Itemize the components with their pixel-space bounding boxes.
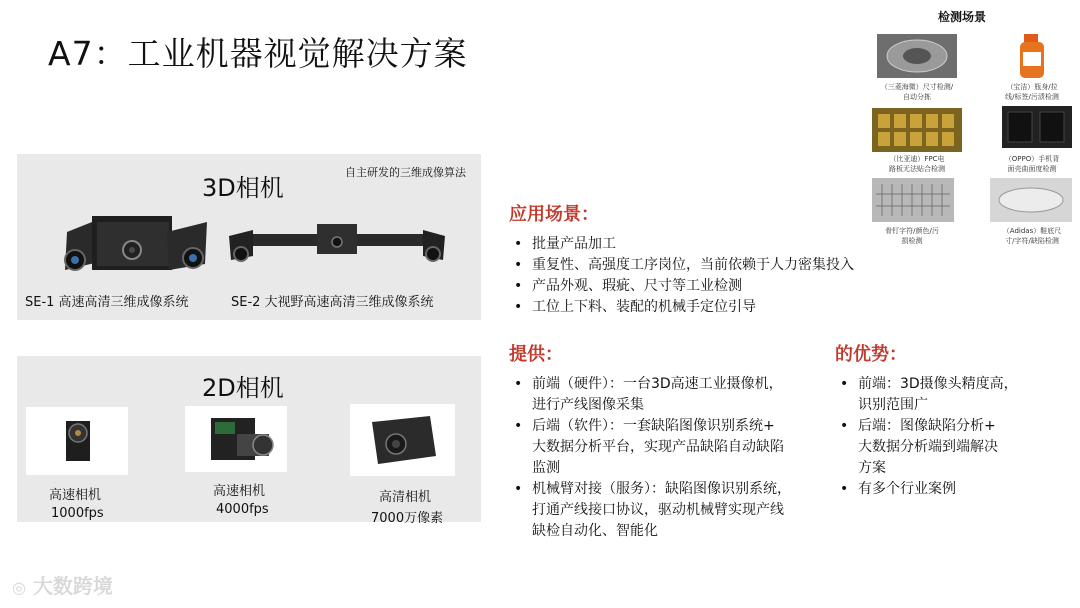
scene-image-oppo: [1002, 106, 1072, 148]
list-item: • 重复性、高强度工序岗位，当前依赖于人力密集投入: [506, 255, 926, 276]
camera-1000fps-label: 高速相机: [49, 488, 102, 503]
list-item: • 后端（软件）：一套缺陷图像识别系统+ 大数据分析平台，实现产品缺陷自动缺陷 监测: [506, 416, 836, 479]
se2-caption: SE-2 大视野高速高清三维成像系统: [231, 295, 434, 310]
camera-70mp-image: [350, 404, 455, 476]
scene-image-biyadi: [872, 108, 962, 152]
scene-caption-baojie: （宝洁）瓶身/拉 线/标签/污渍检测: [1005, 83, 1059, 101]
panel-3d-note: 自主研发的三维成像算法: [345, 166, 466, 179]
camera-1000fps-image: [26, 407, 128, 475]
se1-camera-image: [37, 192, 217, 282]
applications-heading: 应用场景：: [509, 204, 599, 225]
panel-2d-title: 2D相机: [202, 374, 284, 402]
provide-list: [506, 374, 836, 542]
scene-caption-sanling: （三菱海微）尺寸检测/ 自动分拣: [880, 83, 954, 101]
se2-camera-image: [227, 214, 447, 274]
se1-caption: SE-1 高速高清三维成像系统: [25, 295, 189, 310]
watermark-text: 大数跨境: [32, 574, 113, 598]
scene-caption-gudin: 骨钉字符/颜色/污 损检测: [885, 227, 939, 245]
list-item: • 前端（硬件）：一台3D高速工业摄像机， 进行产线图像采集: [506, 374, 836, 416]
list-item: • 机械臂对接（服务）：缺陷图像识别系统， 打通产线接口协议，驱动机械臂实现产线 缺检自动化、智能化: [506, 479, 836, 542]
page-title: A7：工业机器视觉解决方案: [48, 34, 468, 73]
panel-3d-camera: [17, 154, 481, 320]
camera-4000fps-image: [185, 406, 287, 472]
camera-4000fps-spec: 4000fps: [216, 502, 269, 517]
panel-2d-camera: [17, 356, 481, 526]
camera-70mp-label: 高清相机: [379, 490, 432, 505]
scene-image-gudin: [872, 178, 954, 222]
provide-heading: 提供：: [509, 344, 563, 365]
list-item: • 批量产品加工: [506, 234, 926, 255]
advantages-heading: 的优势：: [835, 344, 907, 365]
list-item: • 工位上下料、装配的机械手定位引导: [506, 297, 926, 318]
scene-image-adidas: [990, 178, 1072, 222]
advantages-list: [832, 374, 1062, 500]
scenes-title: 检测场景: [938, 10, 987, 24]
scene-caption-biyadi: （比亚迪）FPC电 路板无法贴合检测: [889, 155, 945, 173]
list-item: • 有多个行业案例: [832, 479, 1062, 500]
scene-caption-adidas: （Adidas）鞋底尺 寸/字符/缺陷检测: [1002, 227, 1062, 245]
applications-list: [506, 234, 926, 318]
scene-caption-oppo: （OPPO）手机背 面壳曲面度检测: [1004, 155, 1060, 173]
panel-3d-title: 3D相机: [202, 174, 284, 202]
camera-70mp-spec: 7000万像素: [371, 511, 444, 526]
list-item: • 产品外观、瑕疵、尺寸等工业检测: [506, 276, 926, 297]
watermark-logo: [12, 570, 113, 599]
watermark-icon: ◎: [12, 578, 26, 597]
list-item: • 后端：图像缺陷分析+ 大数据分析端到端解决 方案: [832, 416, 1062, 479]
list-item: • 前端：3D摄像头精度高， 识别范围广: [832, 374, 1062, 416]
camera-1000fps-spec: 1000fps: [51, 506, 104, 521]
camera-4000fps-label: 高速相机: [213, 484, 266, 499]
scene-image-sanling: [877, 34, 957, 78]
scene-image-baojie: [1012, 32, 1052, 80]
